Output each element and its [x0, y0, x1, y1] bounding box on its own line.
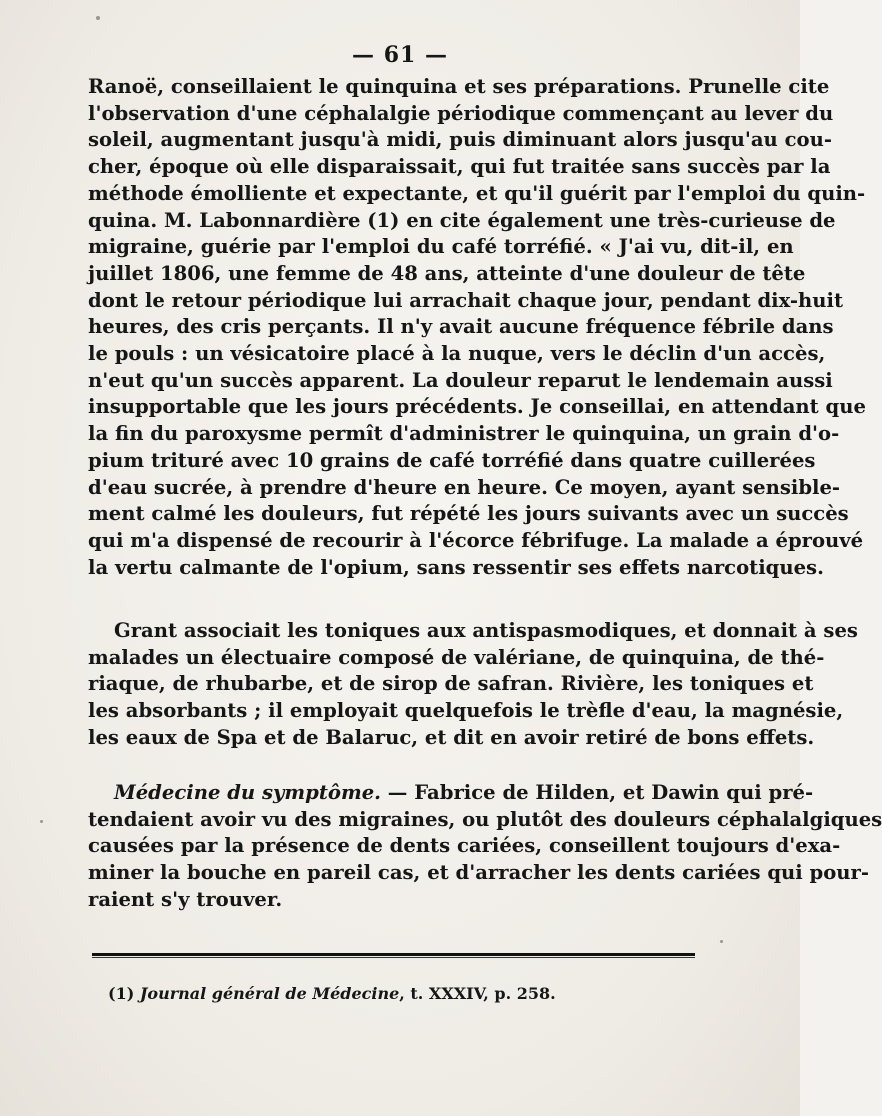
paragraph-1	[88, 74, 866, 581]
text-line: miner la bouche en pareil cas, et d'arracher les dents cariées qui pour-	[88, 861, 869, 885]
text-line: insupportable que les jours précédents. Je conseillai, en attendant que	[88, 395, 866, 419]
scan-speck	[720, 940, 723, 943]
text-line	[88, 780, 814, 807]
scan-speck	[96, 16, 100, 20]
text-run: — Fabrice de Hilden, et Dawin qui pré-	[380, 781, 814, 804]
footnote-text: , t. XXXIV, p. 258.	[399, 984, 556, 1003]
text-line: l'observation d'une céphalalgie périodique commençant au lever du	[88, 101, 834, 125]
text-line: heures, des cris perçants. Il n'y avait aucune fréquence fébrile dans	[88, 315, 834, 339]
text-line: qui m'a dispensé de recourir à l'écorce fébrifuge. La malade a éprouvé	[88, 528, 864, 552]
text-line: les eaux de Spa et de Balaruc, et dit en avoir retiré de bons effets.	[88, 725, 815, 749]
text-line: riaque, de rhubarbe, et de sirop de safran. Rivière, les toniques et	[88, 672, 814, 696]
text-line: dont le retour périodique lui arrachait chaque jour, pendant dix-huit	[88, 288, 844, 312]
text-line: la fin du paroxysme permît d'administrer le quinquina, un grain d'o-	[88, 422, 840, 446]
footnote	[108, 984, 668, 1003]
section-heading: Médecine du symptôme.	[114, 781, 381, 804]
text-line: migraine, guérie par l'emploi du café torréfié. « J'ai vu, dit-il, en	[88, 235, 794, 259]
text-line: pium trituré avec 10 grains de café torréfié dans quatre cuillerées	[88, 448, 816, 472]
text-line: la vertu calmante de l'opium, sans ressentir ses effets narcotiques.	[88, 555, 824, 579]
footnote-title: Journal général de Médecine	[139, 984, 400, 1003]
text-line: tendaient avoir vu des migraines, ou plutôt des douleurs céphalalgiques	[88, 807, 882, 831]
text-line: n'eut qu'un succès apparent. La douleur reparut le lendemain aussi	[88, 368, 833, 392]
page-number: — 61 —	[352, 42, 448, 68]
text-line: les absorbants ; il employait quelquefois le trèfle d'eau, la magnésie,	[88, 699, 844, 723]
text-line: cher, époque où elle disparaissait, qui fut traitée sans succès par la	[88, 155, 831, 179]
text-line: ment calmé les douleurs, fut répété les jours suivants avec un succès	[88, 502, 849, 526]
text-line: quina. M. Labonnardière (1) en cite également une très-curieuse de	[88, 208, 836, 232]
text-line: Ranoë, conseillaient le quinquina et ses préparations. Prunelle cite	[88, 75, 830, 98]
text-line: juillet 1806, une femme de 48 ans, atteinte d'une douleur de tête	[88, 261, 806, 285]
text-line: soleil, augmentant jusqu'à midi, puis diminuant alors jusqu'au cou-	[88, 128, 832, 152]
paragraph-3	[88, 780, 882, 914]
text-line: d'eau sucrée, à prendre d'heure en heure. Ce moyen, ayant sensible-	[88, 475, 841, 499]
footnote-separator-rule	[92, 953, 695, 958]
text-line: causées par la présence de dents cariées, conseillent toujours d'exa-	[88, 834, 841, 858]
text-line: méthode émolliente et expectante, et qu'il guérit par l'emploi du quin-	[88, 181, 866, 205]
text-line: le pouls : un vésicatoire placé à la nuque, vers le déclin d'un accès,	[88, 342, 826, 366]
text-line: malades un électuaire composé de valériane, de quinquina, de thé-	[88, 645, 825, 669]
scan-speck	[40, 820, 43, 823]
text-line: raient s'y trouver.	[88, 887, 283, 911]
text-line: Grant associait les toniques aux antispasmodiques, et donnait à ses	[114, 619, 858, 642]
footnote-marker: (1)	[108, 984, 140, 1003]
paragraph-2	[88, 618, 858, 752]
